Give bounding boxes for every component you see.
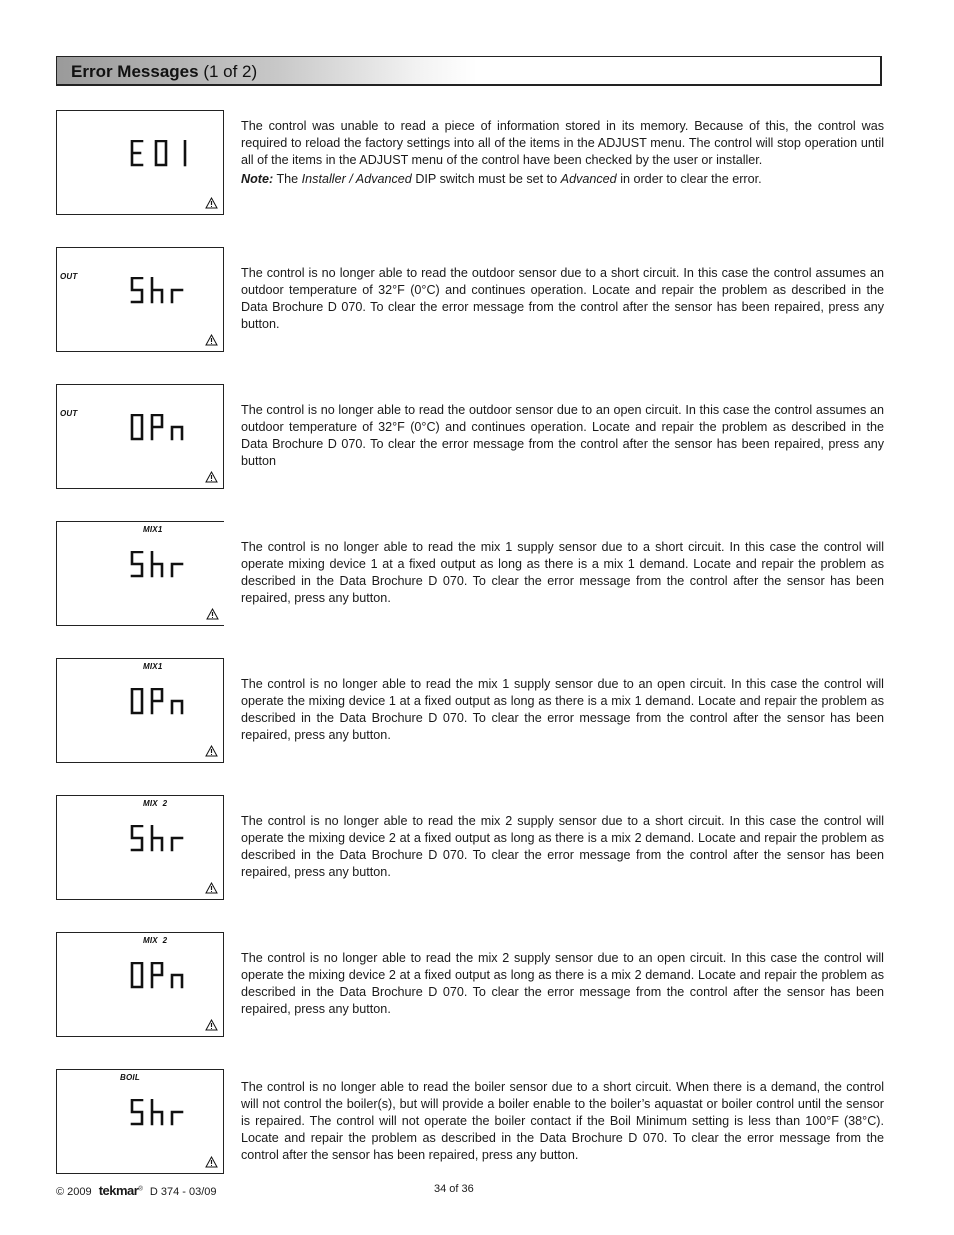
description-text: The control is no longer able to read the outdoor sensor due to a short circuit. In this case the control assumes an outdoor temperature of 32°F (0°C) and continues operation. Locate and repair the problem as described in the Data Brochure D 070. To clear the error message from the control after the sensor has been repaired, press any button. [241,266,884,331]
lcd-display [56,1069,224,1174]
warning-icon [205,334,218,346]
error-description [241,813,884,881]
lcd-display [56,521,224,626]
error-description [241,1079,884,1164]
note-part: DIP switch must be set to [415,172,558,186]
page-number: 34 of 36 [434,1183,474,1195]
copyright: © 2009 [56,1186,92,1198]
section-title [71,62,257,82]
warning-icon [205,1156,218,1168]
lcd-code-opn [129,962,193,989]
error-description [241,539,884,607]
description-text: The control was unable to read a piece of information stored in its memory. Because of this, the control was required to reload the factory settings into all of the items in the ADJUST menu. The control will stop operation until all of the items in the ADJUST menu of the control have been checked by the user or installer. [241,119,884,167]
lcd-display [56,247,224,352]
lcd-code-shr [129,551,193,578]
error-description [241,265,884,333]
lcd-display [56,110,224,215]
note-part: in order to clear the error. [620,172,762,186]
lcd-display [56,658,224,763]
note-part: The [276,172,299,186]
lcd-label: OUT [60,409,78,418]
lcd-label: BOIL [120,1073,140,1082]
lcd-code-e01 [129,140,193,167]
lcd-code-shr [129,1099,193,1126]
description-text: The control is no longer able to read the mix 2 supply sensor due to an open circuit. In this case the control will operate the mixing device 2 at a fixed output as long as there is a mix 2 demand. Locate and repair the problem as described in the Data Brochure D 070. To clear the error message from the control after the sensor has been repaired, press any button. [241,951,884,1016]
error-description [241,676,884,744]
error-description [241,950,884,1018]
warning-icon [205,882,218,894]
brand-logo: tekmar [98,1183,139,1198]
note-italic: Advanced [560,172,617,186]
lcd-code-opn [129,414,193,441]
lcd-display [56,384,224,489]
lcd-code-shr [129,825,193,852]
warning-icon [205,745,218,757]
warning-icon [205,471,218,483]
warning-icon [205,197,218,209]
lcd-label: OUT [60,272,78,281]
lcd-display [56,795,224,900]
warning-icon [206,608,219,620]
lcd-code-opn [129,688,193,715]
title-bold: Error Messages [71,62,199,81]
section-header [56,56,882,86]
note-prefix: Note: [241,172,274,186]
title-subtitle: (1 of 2) [203,62,258,81]
lcd-label: MIX1 [143,662,163,671]
warning-icon [205,1019,218,1031]
description-text: The control is no longer able to read the mix 1 supply sensor due to a short circuit. In this case the control will operate mixing device 1 at a fixed output as long as there is a mix 1 demand. Locate and repair the problem as described in the Data Brochure D 070. To clear the error message from the control after the sensor has been repaired, press any button. [241,540,884,605]
note-text [241,171,884,188]
description-text: The control is no longer able to read the outdoor sensor due to an open circuit. In this case the control assumes an outdoor temperature of 32°F (0°C) and continues operation. Locate and repair the problem as described in the Data Brochure D 070. To clear the error message from the control after the sensor has been repaired, press any button [241,403,884,468]
lcd-display [56,932,224,1037]
lcd-code-shr [129,277,193,304]
lcd-label: MIX 2 [143,799,168,808]
footer-left [56,1183,216,1198]
registered-mark: ® [138,1186,143,1193]
lcd-label: MIX 2 [143,936,168,945]
description-text: The control is no longer able to read the mix 1 supply sensor due to an open circuit. In this case the control will operate the mixing device 1 at a fixed output as long as there is a mix 1 demand. Locate and repair the problem as described in the Data Brochure D 070. To clear the error message from the control after the sensor has been repaired, press any button. [241,677,884,742]
error-description [241,118,884,188]
error-description [241,402,884,470]
note-italic: Installer / Advanced [301,172,412,186]
lcd-label: MIX1 [143,525,163,534]
description-text: The control is no longer able to read the mix 2 supply sensor due to a short circuit. In this case the control will operate the mixing device 2 at a fixed output as long as there is a mix 2 demand. Locate and repair the problem as described in the Data Brochure D 070. To clear the error message from the control after the sensor has been repaired, press any button. [241,814,884,879]
description-text: The control is no longer able to read the boiler sensor due to a short circuit. When there is a demand, the control will not control the boiler(s), but will provide a boiler enable to the boiler’s aquastat or boiler control until the sensor is repaired. The control will not operate the boiler contact if the Boil Minimum setting is less than 100°F (38°C). Locate and repair the problem as described in the Data Brochure D 070. To clear the error message from the control after the sensor has been repaired, press any button. [241,1080,884,1162]
document-id: D 374 - 03/09 [149,1186,217,1198]
